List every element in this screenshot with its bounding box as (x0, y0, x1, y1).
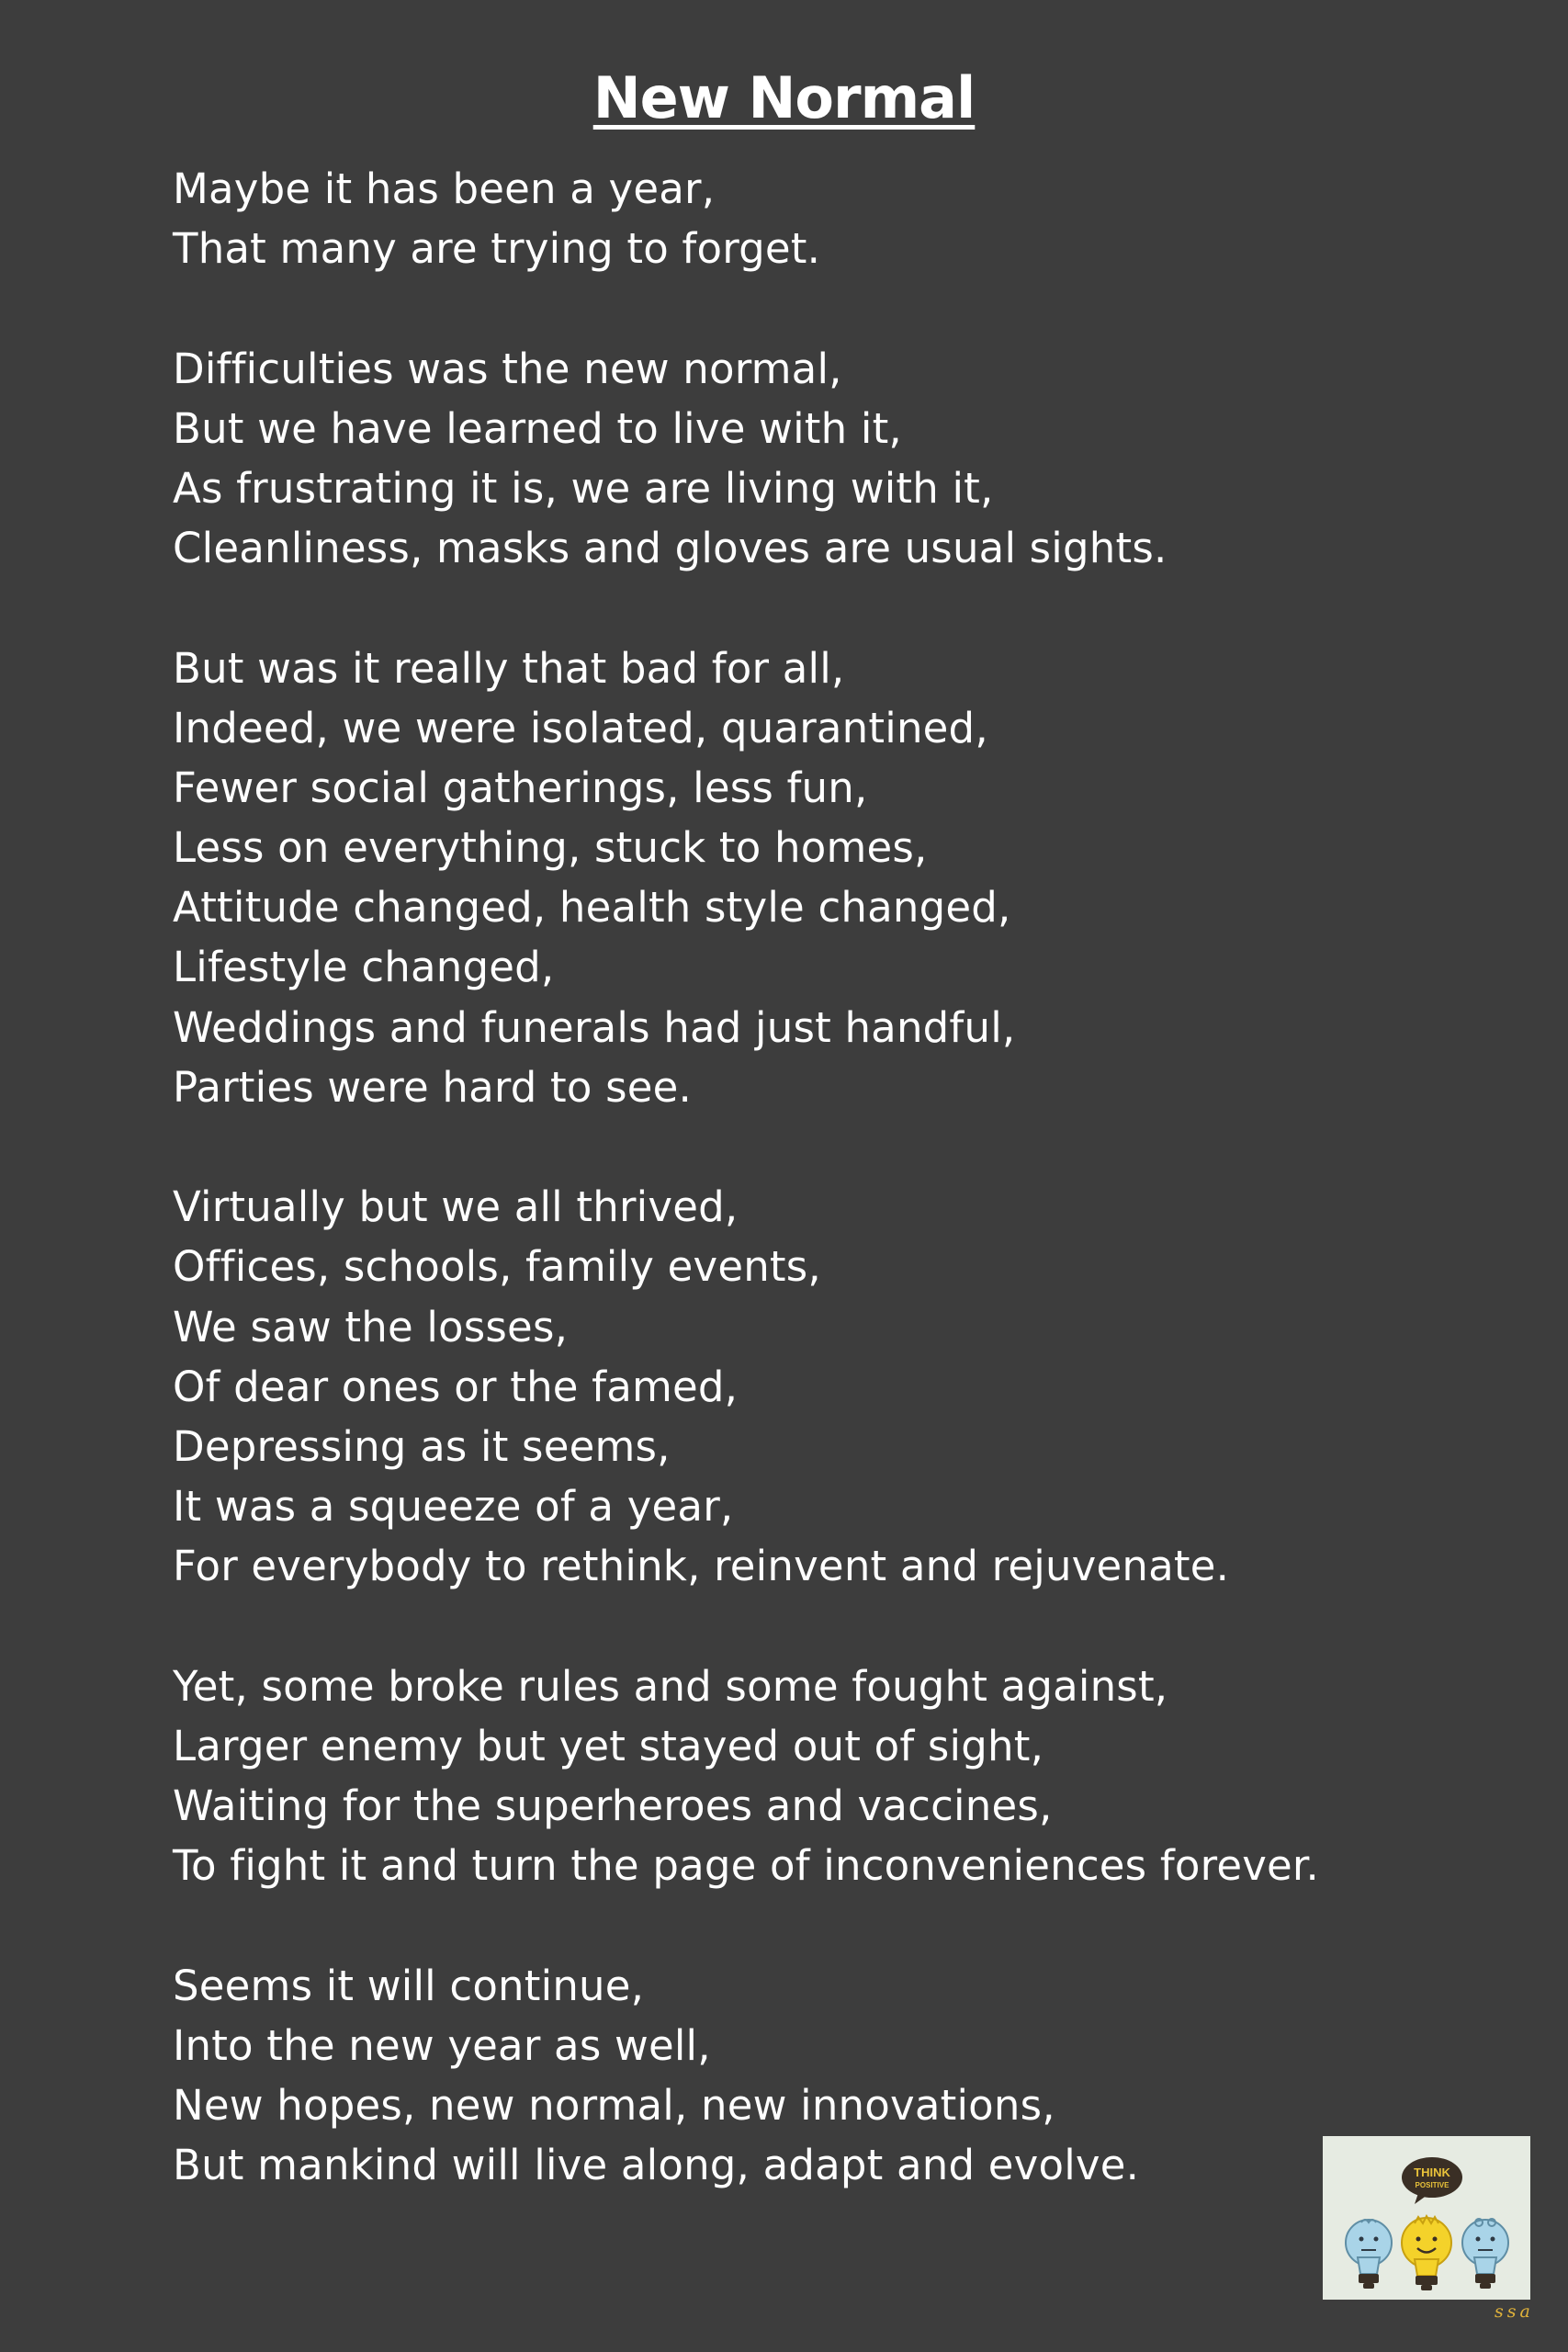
right-bulb-icon (1462, 2219, 1508, 2289)
poem-line: New hopes, new normal, new innovations, (173, 2081, 1055, 2130)
poem-line: To fight it and turn the page of inconveniences forever. (173, 1841, 1319, 1891)
stanza (173, 639, 1459, 1118)
left-bulb-icon (1346, 2220, 1392, 2289)
poem-line: Virtually but we all thrived, (173, 1182, 739, 1232)
poem-line: As frustrating it is, we are living with it, (173, 463, 994, 513)
poem-line: Seems it will continue, (173, 1961, 645, 2010)
poem-line: Weddings and funerals had just handful, (173, 1002, 1016, 1052)
poem-line: We saw the losses, (173, 1302, 569, 1351)
poem-line: Waiting for the superheroes and vaccines, (173, 1781, 1053, 1831)
signature: ssa (1495, 2301, 1534, 2322)
poem-line: Lifestyle changed, (173, 943, 555, 992)
stanza (173, 1956, 1459, 2196)
poem-line: Fewer social gatherings, less fun, (173, 763, 868, 812)
poem-line: Attitude changed, health style changed, (173, 883, 1011, 933)
poem-line: Indeed, we were isolated, quarantined, (173, 703, 988, 752)
poem-line: Of dear ones or the famed, (173, 1362, 739, 1411)
poem-line: Depressing as it seems, (173, 1421, 671, 1471)
poem-body (173, 159, 1459, 2195)
poem-title: New Normal (592, 64, 976, 131)
think-positive-badge (1323, 2136, 1530, 2300)
poem-line: Maybe it has been a year, (173, 164, 716, 213)
stanza (173, 1177, 1459, 1596)
poem-line: Larger enemy but yet stayed out of sight, (173, 1721, 1044, 1770)
poem-line: Cleanliness, masks and gloves are usual sights. (173, 524, 1168, 573)
stanza-break (173, 1895, 1459, 1955)
stanza (173, 159, 1459, 278)
poem-line: Parties were hard to see. (173, 1062, 693, 1112)
middle-bulb-icon (1402, 2216, 1451, 2290)
stanza-break (173, 278, 1459, 338)
three-lightbulbs-icon (1323, 2136, 1530, 2300)
stanza-break (173, 578, 1459, 638)
badge-line2: POSITIVE (1415, 2181, 1450, 2189)
poem-line: But was it really that bad for all, (173, 643, 845, 693)
poem-line: Yet, some broke rules and some fought against, (173, 1661, 1168, 1711)
poem-line: Into the new year as well, (173, 2020, 711, 2070)
stanza (173, 339, 1459, 579)
poem-line: That many are trying to forget. (173, 224, 821, 274)
poem-line: Offices, schools, family events, (173, 1242, 821, 1292)
poem-line: For everybody to rethink, reinvent and rejuvenate. (173, 1542, 1230, 1591)
poem-line: Less on everything, stuck to homes, (173, 823, 928, 873)
stanza-break (173, 1117, 1459, 1177)
poem-line: But we have learned to live with it, (173, 403, 902, 453)
poem-line: It was a squeeze of a year, (173, 1482, 734, 1532)
poem-line: Difficulties was the new normal, (173, 344, 842, 393)
poem-line: But mankind will live along, adapt and evolve. (173, 2141, 1140, 2190)
stanza-break (173, 1597, 1459, 1657)
badge-line1: THINK (1414, 2165, 1450, 2179)
stanza (173, 1657, 1459, 1896)
